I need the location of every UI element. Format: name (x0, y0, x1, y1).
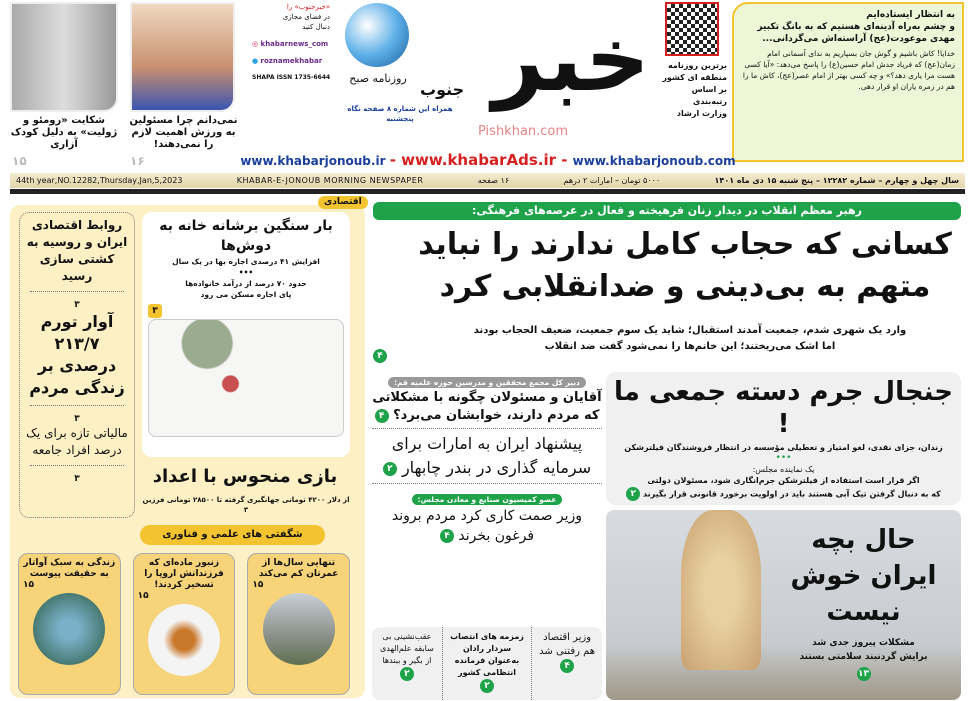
divider (372, 428, 602, 429)
insert-note: همراه این شماره ۸ صفحه نگاه پنجشنبه (347, 105, 453, 123)
short-news[interactable] (372, 627, 442, 700)
lead-sub-line: اما اشک می‌ریختند؛ این خانم‌ها را نمی‌شود گفت ضد انقلاب (544, 341, 836, 352)
lead-sub (420, 323, 960, 355)
bench-image (263, 593, 335, 665)
cheetah-text (776, 522, 951, 681)
science-card[interactable] (18, 553, 121, 695)
page-number: ۳ (243, 506, 249, 514)
story-kicker: دبیر کل مجمع محققین و مدرسین حوزه علمیه قم: (388, 377, 586, 388)
filter-headline[interactable]: جنجال جرم دسته جمعی ما ! (614, 377, 953, 439)
side-item[interactable]: آوار تورم ۲۱۳/۷ درصدی بر زندگی مردم (29, 312, 125, 397)
story-headline[interactable]: پیشنهاد ایران به امارات برای سرمایه گذاری در بندر چابهار (391, 434, 592, 477)
page-number: ۴ (560, 659, 574, 673)
ranking-line: برترین روزنامه (668, 61, 727, 70)
social-box (250, 2, 330, 32)
housing-story (142, 212, 350, 457)
ranking-line: رتبه‌بندی (693, 97, 727, 106)
ranking-line: منطقه ای کشور (662, 73, 727, 82)
filter-sub: زندان، جزای نقدی، لغو امتیاز و تعطیلی مؤسسه در انتظار فروشندگان فیلترشکن (624, 443, 943, 452)
divider (10, 189, 965, 194)
english-date: 44th year,NO.12282,Thursday,Jan,5,2023 (16, 176, 183, 185)
ranking-line: بر اساس (691, 85, 727, 94)
ranking-note (655, 60, 727, 120)
page-number: ۲ (626, 487, 640, 501)
quote-body: خدایا! کاش باشیم و گوش جان بسپاریم به ندای آسمانی امام زمان(عج) که فریاد جدش امام حسین(ع) را پاسخ می‌دهد: «آیا کسی هست مرا یاری دهد؟» و چه کسی بهتر از امام عصر(عج)، کاش ما را هم در زمره یاران او قرار دهی. (742, 49, 955, 91)
science-title: تنهایی سال‌ها از عمرتان کم می‌کند (258, 558, 339, 579)
story-kicker: عضو کمیسیون صنایع و معادن مجلس: (412, 494, 563, 505)
page-number: ۴ (373, 349, 387, 363)
persian-date: سال چهل و چهارم – شماره ۱۲۲۸۲ – پنج شنبه ۱۵ دی ماه ۱۴۰۱ (714, 176, 959, 185)
website-link[interactable]: www.khabarjonoub.com (572, 154, 736, 168)
lead-headline[interactable]: کسانی که حجاب کامل ندارند را نباید متهم به بی‌دینی و ضدانقلابی کرد (418, 227, 952, 304)
short-news-box (372, 627, 602, 700)
athlete-photo (130, 2, 235, 112)
page-number: ۱۵ (137, 591, 149, 601)
info-bar (10, 173, 965, 188)
science-title: زندگی به سبک آواتار به حقیقت پیوست (23, 558, 116, 579)
economy-label: اقتصادی (318, 196, 368, 209)
paper-name: KHABAR-E-JONOUB MORNING NEWSPAPER (236, 176, 424, 185)
filter-quote: که به دنبال گرفتن تیک آبی هستند باید در اولویت برخورد قانونی قرار بگیرند (642, 489, 941, 499)
social-intro: دنبال کنید (302, 23, 330, 31)
numbers-headline[interactable]: بازی منحوس با اعداد (152, 466, 338, 487)
teaser-sport[interactable]: نمی‌دانم چرا مسئولین به ورزش اهمیت لازم را نمی‌دهند! (129, 115, 238, 150)
page-number: ۴ (440, 529, 454, 543)
filter-box (606, 372, 961, 505)
qr-code[interactable] (665, 2, 719, 56)
telegram-handle: roznamekhabar (260, 57, 323, 65)
website-link[interactable]: www.khabarjonoub.ir (240, 154, 386, 168)
short-news[interactable] (442, 627, 531, 700)
story-headline[interactable]: وزیر صمت کاری کرد مردم بروند فرغون بخرند (391, 508, 583, 544)
filter-source: یک نماینده مجلس: (752, 465, 815, 474)
page-number: ۱۵ (252, 580, 264, 590)
telegram-icon: ● (252, 57, 259, 65)
page-number: ۲ (383, 462, 397, 476)
logo: خبر (492, 7, 650, 112)
story-sub: پای اجاره مسکن می رود (200, 290, 292, 299)
ads-link[interactable]: www.khabarAds.ir (401, 151, 556, 169)
cheetah-sub: مشکلات پیروز جدی شد (812, 638, 915, 648)
science-card[interactable] (133, 553, 236, 695)
cheetah-sub: برایش گردنبند سلامتی بستند (799, 652, 928, 662)
url-line: www.khabarjonoub.ir - www.khabarAds.ir - www.khabarjonoub.com (240, 151, 736, 169)
science-row (18, 553, 350, 695)
story-headline[interactable]: بار سنگین برشانه خانه به دوش‌ها (159, 218, 333, 254)
logo-sub: جنوب (420, 80, 465, 99)
middle-column (372, 370, 602, 624)
globe-icon (345, 3, 409, 67)
page-number: ۱۳ (858, 669, 869, 679)
short-news[interactable] (531, 627, 602, 700)
cheetah-figure (681, 510, 761, 670)
quote-title: به انتظار ایستاده‌ایم (866, 10, 955, 20)
page-count: ۱۶ صفحه (477, 176, 510, 185)
story-sub: از دلار ۴۲۰۰ تومانی جهانگیری گرفته تا ۲۸۵۰۰ تومانی فرزین (142, 496, 350, 504)
page-number: ۱۶ (130, 154, 145, 168)
teaser-romeo[interactable]: شکایت «رومئو و ژولیت» به دلیل کودک آزاری (10, 115, 118, 150)
romeo-juliet-photo (10, 2, 118, 112)
numbers-sub (140, 495, 352, 515)
price: ۵۰۰۰ تومان – امارات ۲ درهم (563, 176, 661, 185)
short-news-text: عقب‌نشینی بی سابقه علم‌الهدی از بگیر و ببندها (380, 632, 434, 665)
page-number: ۴ (375, 409, 389, 423)
ranking-line: وزارت ارشاد (676, 109, 727, 118)
watermark: Pishkhan.com (478, 124, 569, 139)
telegram-link[interactable] (252, 57, 322, 65)
page-number: ۱۵ (22, 580, 34, 590)
instagram-icon: ◎ (252, 40, 259, 48)
page-number: ۲ (400, 667, 414, 681)
side-item[interactable]: مالیاتی تازه برای یک درصد افراد جامعه (26, 426, 128, 457)
lead-kicker: رهبر معظم انقلاب در دیدار زنان فرهیخته و فعال در عرصه‌های فرهنگی: (373, 202, 961, 220)
short-news-text: وزیر اقتصاد هم رفتنی شد (539, 632, 596, 657)
science-label: شگفتی های علمی و فناوری (140, 525, 325, 545)
page-number: ۳ (71, 413, 83, 425)
side-item[interactable]: روابط اقتصادی ایران و روسیه به کشتی سازی رسید (26, 218, 128, 283)
page-number: ۳ (71, 473, 83, 485)
story-sub: حدود ۷۰ درصد از درآمد خانواده‌ها (185, 279, 307, 288)
cheetah-headline[interactable]: حال بچه ایران خوش نیست (790, 525, 937, 627)
side-list (19, 212, 135, 518)
avatar-image (33, 593, 105, 665)
science-card[interactable] (247, 553, 350, 695)
issn: SHAPA ISSN 1735-6644 (252, 74, 331, 81)
story-sub: افزایش ۴۱ درصدی اجاره بها در یک سال (172, 257, 320, 266)
instagram-link[interactable] (252, 40, 328, 48)
quote-title: و چشم به‌راه آدینه‌ای هستیم که به بانگ تکبیر (757, 22, 955, 32)
social-intro: «خبرجنوب» را (286, 3, 330, 11)
hornet-image (148, 604, 220, 676)
separator: ••• (238, 268, 254, 277)
tagline: روزنامه صبح (349, 72, 407, 85)
page-number: ۲ (480, 679, 494, 693)
quote-box (732, 2, 964, 162)
divider (372, 483, 602, 484)
page-number: ۱۵ (12, 154, 27, 168)
story-headline[interactable]: آقایان و مسئولان چگونه با مشکلاتی که مردم دارند، خوابشان می‌برد؟ (372, 390, 602, 423)
social-intro: در فضای مجازی (282, 13, 330, 21)
filter-quote: اگر قرار است استفاده از فیلترشکن جرم‌انگاری شود، مسئولان دولتی (647, 476, 920, 485)
short-news-text: زمزمه های انتصاب سردار رادان به‌عنوان فرمانده انتظامی کشور (450, 632, 524, 677)
instagram-handle: khabarnews_com (260, 40, 329, 48)
lead-sub-line: وارد یک شهری شدم، جمعیت آمدند استقبال؛ شاید یک سوم جمعیت، ضعیف الحجاب بودند (473, 325, 907, 336)
page-number: ۳ (148, 304, 162, 318)
quote-title: مهدی موعودت(عج) آراسته‌اش می‌گردانی... (762, 34, 955, 44)
cheetah-photo (606, 510, 961, 700)
page-number: ۳ (71, 299, 83, 311)
cartoon-image (148, 319, 344, 437)
science-title: زنبور ماده‌ای که فرزندانش اروپا را تسخیر کردند! (144, 558, 224, 590)
separator: ••• (775, 453, 792, 463)
